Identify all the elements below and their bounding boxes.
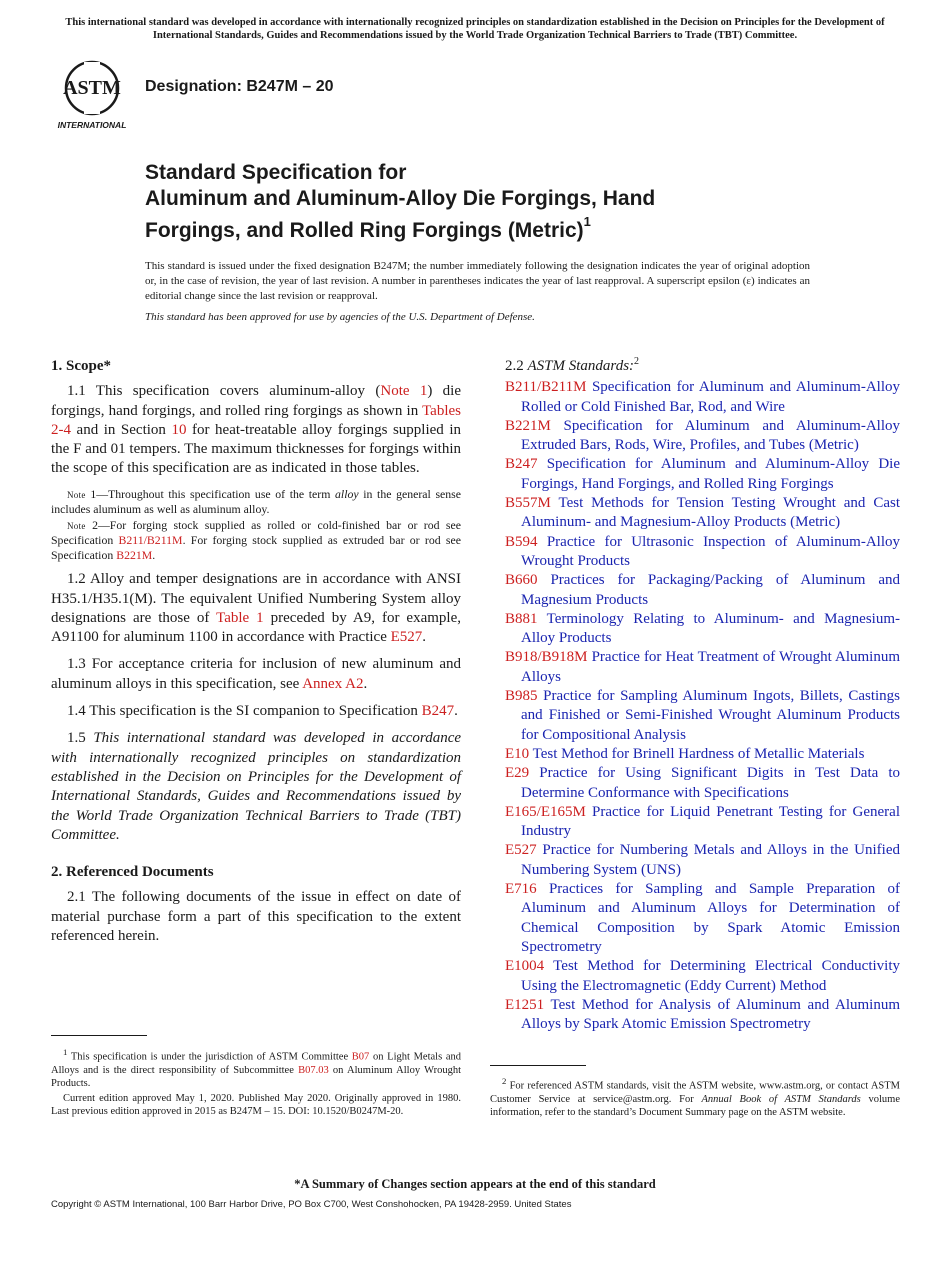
reference-item — [505, 745, 900, 764]
reference-list — [505, 378, 900, 1034]
title-footnote-ref[interactable]: 1 — [583, 214, 591, 229]
subsection-astm-standards: 2.2 ASTM Standards:$^2$ — [505, 356, 640, 374]
reference-code-link[interactable]: E1004 — [505, 958, 545, 975]
reference-title-link[interactable]: Specification for Aluminum and Aluminum-Alloy Rolled or Cold Finished Bar, Rod, and Wire — [521, 379, 900, 415]
paragraph-1-3: 1.3 For acceptance criteria for inclusion of new aluminum and aluminum alloys in this specification, see Annex A2. — [51, 656, 461, 692]
reference-title-link[interactable]: Practice for Ultrasonic Inspection of Aluminum-Alloy Wrought Products — [521, 533, 901, 569]
link-note-1[interactable]: Note 1 — [380, 383, 428, 400]
astm-logo — [54, 58, 134, 132]
reference-item — [505, 571, 900, 610]
paragraph-1-2: 1.2 Alloy and temper designations are in accordance with ANSI H35.1/H35.1(M). The equivalent Unified Numbering System alloy designations are those of Table 1 preceded by A9, for example, A91100 for aluminum 1100 in accordance with Practice E527. — [51, 571, 461, 646]
right-column — [505, 352, 900, 1034]
footnote-1-edition: Current edition approved May 1, 2020. Published May 2020. Originally approved in 1980. Last previous edition approved in 2015 as B247M – 15. DOI: 10.1520/B0247M-20. — [51, 1092, 461, 1117]
reference-title-link[interactable]: Test Method for Analysis of Aluminum and Aluminum Alloys by Spark Atomic Emission Spectrometry — [521, 996, 900, 1033]
reference-code-link[interactable]: E1251 — [505, 996, 545, 1013]
reference-title-link[interactable]: Test Method for Determining Electrical Conductivity Using the Electromagnetic (Eddy Current) Method — [521, 958, 900, 994]
reference-code-link[interactable]: B211/B211M — [505, 379, 587, 396]
reference-title-link[interactable]: Test Method for Brinell Hardness of Metallic Materials — [532, 745, 865, 762]
reference-item — [505, 455, 900, 494]
reference-title-link[interactable]: Test Methods for Tension Testing Wrought and Cast Aluminum- and Magnesium-Alloy Products (Metric) — [521, 495, 900, 531]
footnote-2: $^2$ For referenced ASTM standards, visit the ASTM website, www.astm.org, or contact ASTM Customer Service at service@astm.org. For Annual Book of ASTM Standards volume information, refer to the standard’s Document Summary page on the ASTM website. — [490, 1076, 900, 1118]
reference-title-link[interactable]: Practice for Sampling Aluminum Ingots, Billets, Castings and Finished or Semi-Finished Wrought Aluminum Products for Compositional Analysis — [521, 688, 900, 743]
reference-title-link[interactable]: Practice for Using Significant Digits in Test Data to Determine Conformance with Specifications — [521, 765, 900, 801]
reference-title-link[interactable]: Practice for Liquid Penetrant Testing for General Industry — [521, 803, 900, 840]
designation: Designation: B247M – 20 — [145, 78, 334, 95]
link-b221m[interactable]: B221M — [116, 547, 153, 562]
reference-item — [505, 957, 900, 996]
reference-code-link[interactable]: B918/B918M — [505, 649, 588, 666]
reference-code-link[interactable]: B557M — [505, 495, 551, 512]
reference-item — [505, 841, 900, 880]
reference-title-link[interactable]: Practice for Numbering Metals and Alloys in the Unified Numbering System (UNS) — [521, 842, 900, 878]
logo-text: ASTM — [63, 77, 121, 99]
paragraph-1-4: 1.4 This specification is the SI companion to Specification B247. — [67, 703, 458, 720]
reference-item — [505, 880, 900, 957]
footnote-rule-right — [490, 1065, 586, 1066]
reference-title-link[interactable]: Practice for Heat Treatment of Wrought Aluminum Alloys — [521, 649, 901, 685]
footnote-rule-left — [51, 1035, 147, 1036]
link-table-1[interactable]: Table 1 — [216, 609, 264, 626]
paragraph-1-5: 1.5 This international standard was developed in accordance with internationally recognized principles on standardization established in the Decision on Principles for the Development of International Standards, Guides and Recommendations issued by the World Trade Organization Technical Barriers to Trade (TBT) Committee. — [51, 730, 462, 843]
reference-code-link[interactable]: E716 — [505, 881, 537, 898]
link-b211[interactable]: B211/B211M — [118, 533, 183, 548]
title-line-3: Forgings, and Rolled Ring Forgings (Metric)$^1$ — [145, 214, 591, 242]
intro-text: This standard is issued under the fixed designation B247M; the number immediately following the designation indicates the year of original adoption or, in the case of revision, the year of last revision. A number in parentheses indicates the year of last reapproval. A superscript epsilon (ε) indicates an editorial change since the last revision or reapproval. — [145, 260, 810, 302]
reference-code-link[interactable]: B594 — [505, 533, 538, 550]
reference-title-link[interactable]: Terminology Relating to Aluminum- and Magnesium-Alloy Products — [521, 610, 900, 647]
link-e527[interactable]: E527 — [390, 629, 423, 646]
reference-code-link[interactable]: E527 — [505, 842, 537, 859]
section-heading-referenced: 2. Referenced Documents — [51, 864, 214, 881]
reference-item — [505, 648, 900, 687]
link-b07[interactable]: B07 — [351, 1051, 370, 1063]
reference-title-link[interactable]: Practices for Packaging/Packing of Aluminum and Magnesium Products — [521, 572, 901, 608]
paragraph-1-1: 1.1 This specification covers aluminum-alloy (Note 1) die forgings, hand forgings, and rolled ring forgings as shown in Tables 2-4 and in Section 10 for heat-treatable alloy forgings supplied in the F and 01 tempers. The maximum thicknesses for forgings within the scope of this specification are as indicated in those tables. — [51, 383, 461, 477]
reference-code-link[interactable]: B660 — [505, 572, 538, 589]
reference-item — [505, 996, 900, 1035]
reference-code-link[interactable]: E165/E165M — [505, 803, 586, 820]
link-section-10[interactable]: 10 — [171, 421, 187, 438]
copyright: Copyright © ASTM International, 100 Barr Harbor Drive, PO Box C700, West Conshohocken, PA 19428-2959. United States — [51, 1199, 572, 1210]
reference-code-link[interactable]: B881 — [505, 610, 538, 627]
footnote-ref-2[interactable]: 2 — [634, 356, 640, 367]
reference-code-link[interactable]: B247 — [505, 456, 538, 473]
link-b247[interactable]: B247 — [421, 703, 455, 720]
reference-item — [505, 494, 900, 533]
reference-code-link[interactable]: B985 — [505, 688, 538, 705]
reference-item — [505, 378, 900, 417]
wto-notice: This international standard was developed in accordance with internationally recognized principles on standardization established in the Decision on Principles for the Development of International Standards, Guides and Recommendations issued by the World Trade Organization Technical Barriers to Trade (TBT) Committee. — [65, 17, 885, 41]
note-1: Note 1—Throughout this specification use of the term alloy in the general sense includes aluminum as well as aluminum alloy. — [51, 486, 461, 517]
note-2: Note 2—For forging stock supplied as rolled or cold-finished bar or rod see Specification B211/B211M. For forging stock supplied as extruded bar or rod see Specification B221M. — [51, 517, 461, 562]
link-b07-03[interactable]: B07.03 — [298, 1064, 329, 1076]
reference-item — [505, 764, 900, 803]
link-tables-2-4[interactable]: Tables 2-4 — [51, 402, 461, 438]
summary-of-changes-note: *A Summary of Changes section appears at the end of this standard — [294, 1177, 656, 1191]
reference-code-link[interactable]: E29 — [505, 765, 530, 782]
reference-item — [505, 803, 900, 842]
reference-item — [505, 687, 900, 745]
reference-item — [505, 610, 900, 649]
left-column — [51, 352, 461, 954]
footnote-1: $^1$ This specification is under the jurisdiction of ASTM Committee B07 on Light Metals and Alloys and is the direct responsibility of Subcommittee B07.03 on Aluminum Alloy Wrought Products. Current edition approved May 1, 2020. Published May 2020. Originally approved in 1980. Last previous edition approved in 2015 as B247M – 15. DOI: 10.1520/B0247M-20. — [51, 1047, 461, 1117]
page-title — [145, 160, 865, 244]
title-line-1: Standard Specification for — [145, 161, 407, 184]
section-heading-scope: 1. Scope* — [51, 358, 111, 374]
logo-subtext: INTERNATIONAL — [57, 120, 127, 130]
reference-code-link[interactable]: B221M — [505, 417, 551, 434]
paragraph-2-1: 2.1 The following documents of the issue in effect on date of material purchase form a part of this specification to the extent referenced herein. — [51, 889, 461, 945]
reference-title-link[interactable]: Specification for Aluminum and Aluminum-Alloy Extruded Bars, Rods, Wire, Profiles, and Tubes (Metric) — [521, 417, 900, 454]
reference-item — [505, 533, 900, 572]
reference-code-link[interactable]: E10 — [505, 745, 530, 762]
dod-approval-text: This standard has been approved for use by agencies of the U.S. Department of Defense. — [145, 311, 535, 323]
reference-title-link[interactable]: Specification for Aluminum and Aluminum-Alloy Die Forgings, Hand Forgings, and Rolled Ring Forgings — [521, 456, 900, 492]
title-line-2: Aluminum and Aluminum-Alloy Die Forgings, Hand — [145, 187, 656, 210]
reference-item — [505, 417, 900, 456]
reference-title-link[interactable]: Practices for Sampling and Sample Preparation of Aluminum and Aluminum Alloys for Determination of Chemical Composition by Spark Atomic Emission Spectrometry — [521, 881, 901, 955]
link-annex-a2[interactable]: Annex A2 — [302, 675, 364, 692]
